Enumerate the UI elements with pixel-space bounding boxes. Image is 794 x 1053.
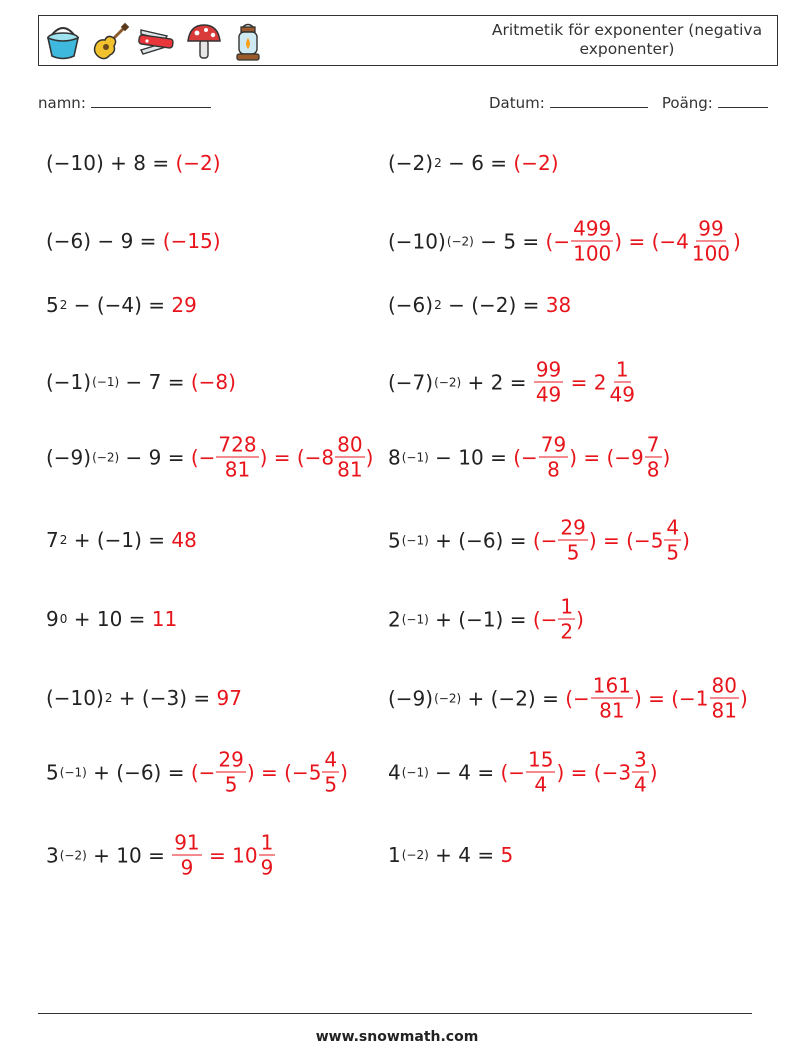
answer-text: ) = (−9 [569,445,644,469]
answer-text: ) [682,528,690,552]
answer-fraction [664,515,681,565]
name-field [38,94,211,112]
answer-text: (−15) [162,229,221,253]
problem-base: (−10) [46,151,104,175]
answer-text: ) [576,607,584,631]
answer-text: 48 [171,528,197,552]
answer-text: ) [365,445,374,469]
answer-text: ) = (−4 [614,229,689,253]
date-score-fields [489,94,768,112]
problem-base: 5 [46,760,59,784]
footer-divider [38,1013,752,1014]
date-line [550,95,648,108]
problem-answer [533,357,638,407]
fraction-denominator: 9 [180,855,194,880]
problem-operation: − 4 = [428,760,501,784]
answer-text: ) [649,760,658,784]
problem-exponent: (−2) [446,234,474,248]
answer-text: ) [739,686,748,710]
answer-text: ) = (−5 [246,760,322,784]
problem-exponent: (−1) [401,765,429,779]
footer-url: www.snowmath.com [315,1029,479,1045]
problem-operation: + (−2) = [461,686,566,710]
problem-item [46,607,177,631]
fraction-numerator: 1 [560,594,574,619]
bucket-icon [43,22,83,62]
problem-exponent: 2 [434,298,442,312]
lantern-icon [231,22,265,62]
problem-base: (−6) [388,293,434,317]
problem-answer [190,747,348,797]
answer-fraction [216,432,258,482]
problem-answer [546,293,571,317]
problem-base: (−6) [46,229,92,253]
problem-base: (−10) [46,686,104,710]
answer-text: 38 [545,293,572,317]
answer-fraction [710,673,739,723]
fraction-numerator: 29 [218,747,244,772]
problem-exponent: (−2) [434,691,462,705]
problem-base: 5 [46,293,59,317]
answer-fraction [571,216,613,266]
answer-fraction [539,432,568,482]
pocket-knife-icon [137,22,177,62]
fraction-numerator: 80 [337,432,363,457]
answer-fraction [690,216,732,266]
answer-fraction [558,515,587,565]
answer-fraction [259,830,276,880]
problem-answer [513,432,671,482]
problem-operation: + (−3) = [112,686,217,710]
problem-operation: − 9 = [119,445,191,469]
problem-base: 1 [388,843,401,867]
problem-item [388,747,658,797]
answer-text: (− [500,760,526,784]
date-label: Datum: [489,94,545,112]
problem-operation: + (−1) = [428,607,533,631]
answer-text: 11 [151,607,178,631]
answer-text: ) [733,229,741,253]
fraction-numerator: 4 [666,515,680,540]
answer-fraction [172,830,201,880]
problem-item [46,528,197,552]
problem-item [388,151,559,175]
problem-operation: − (−4) = [67,293,172,317]
answer-text: = 10 [202,843,258,867]
problem-operation: + 4 = [428,843,501,867]
problem-answer [217,686,242,710]
problem-item [388,432,671,482]
answer-text: 97 [216,686,242,710]
problem-answer [565,673,748,723]
fraction-numerator: 161 [592,673,631,698]
answer-text: ) [340,760,348,784]
answer-fraction [216,747,245,797]
problem-answer [175,151,220,175]
answer-fraction [607,357,636,407]
problem-exponent: 0 [59,612,68,626]
fraction-denominator: 81 [711,698,737,723]
problem-item [46,370,236,394]
fraction-denominator: 100 [691,241,731,266]
fraction-denominator: 81 [337,457,363,482]
answer-fraction [558,594,575,644]
answer-text: (− [190,760,216,784]
fraction-denominator: 5 [324,772,338,797]
problem-item [46,151,221,175]
problem-item [388,357,638,407]
fraction-numerator: 79 [540,432,567,457]
answer-text: 29 [171,293,197,317]
fraction-denominator: 49 [535,382,562,407]
mushroom-icon [184,22,224,62]
problem-base: 2 [388,607,401,631]
problem-item [388,216,741,266]
problem-answer [191,370,236,394]
fraction-denominator: 49 [609,382,635,407]
fraction-denominator: 4 [534,772,548,797]
problem-operation: + 10 = [86,843,172,867]
problem-exponent: (−1) [401,533,429,547]
problem-operation: + 8 = [103,151,176,175]
problem-exponent: (−2) [434,375,462,389]
problem-item [46,293,197,317]
problem-base: 8 [388,445,401,469]
problem-exponent: (−2) [92,450,120,464]
fraction-numerator: 7 [646,432,660,457]
fraction-numerator: 3 [634,747,647,772]
problem-operation: − (−2) = [441,293,546,317]
fraction-denominator: 5 [566,540,580,565]
problem-answer [532,594,584,644]
problem-answer [171,293,196,317]
problem-exponent: 2 [59,533,68,547]
answer-fraction [645,432,662,482]
name-label: namn: [38,94,86,112]
answer-text: ) [662,445,671,469]
answer-fraction [591,673,633,723]
fraction-denominator: 8 [646,457,660,482]
problem-base: 4 [388,760,401,784]
guitar-icon [90,22,130,62]
fraction-numerator: 29 [560,515,586,540]
header-box [38,15,778,66]
problem-operation: + 10 = [67,607,152,631]
fraction-denominator: 5 [666,540,680,565]
fraction-numerator: 99 [698,216,724,241]
problem-operation: − 6 = [441,151,514,175]
problem-exponent: (−1) [92,375,120,389]
fraction-numerator: 499 [573,216,612,241]
problem-base: 7 [46,528,59,552]
problem-item [46,830,276,880]
answer-text: ) = (−1 [633,686,709,710]
problem-item [388,843,513,867]
answer-text: (− [565,686,590,710]
fraction-numerator: 99 [535,357,562,382]
problem-answer [500,747,658,797]
answer-text: = 2 [564,370,607,394]
fraction-denominator: 81 [224,457,251,482]
problem-item [46,686,242,710]
problem-exponent: (−1) [401,450,429,464]
answer-text: (− [532,528,558,552]
fraction-denominator: 5 [224,772,238,797]
problem-answer [171,528,196,552]
problem-base: (−1) [46,370,92,394]
score-line [718,95,768,108]
answer-text: ) = (−3 [556,760,632,784]
problem-base: (−9) [46,445,92,469]
problem-base: 5 [388,528,401,552]
fraction-numerator: 15 [528,747,554,772]
answer-fraction [534,357,563,407]
answer-text: (− [532,607,558,631]
problem-base: (−2) [388,151,434,175]
fraction-numerator: 728 [218,432,257,457]
problem-exponent: 2 [434,156,442,170]
problem-answer [190,432,374,482]
problem-exponent: (−2) [59,848,87,862]
answer-text: (− [545,229,571,253]
fraction-denominator: 8 [547,457,560,482]
problem-operation: + (−6) = [86,760,191,784]
icon-strip [43,19,265,65]
answer-fraction [632,747,649,797]
problem-exponent: (−1) [59,765,87,779]
problem-operation: + 2 = [461,370,533,394]
answer-text: (−8) [190,370,236,394]
problem-item [46,432,374,482]
fraction-numerator: 80 [711,673,737,698]
problem-base: 3 [46,843,59,867]
problem-answer [163,229,221,253]
problem-exponent: (−1) [401,612,429,626]
answer-fraction [322,747,339,797]
problem-answer [513,151,558,175]
problem-operation: − 5 = [473,229,546,253]
problem-base: (−7) [388,370,434,394]
problem-answer [532,515,690,565]
problem-operation: − 10 = [428,445,514,469]
worksheet-title: Aritmetik för exponenter (negativa exponenter) [491,21,763,58]
problem-base: (−9) [388,686,434,710]
fraction-denominator: 4 [634,772,647,797]
fraction-denominator: 9 [260,855,274,880]
problem-answer [152,607,177,631]
problem-operation: − 7 = [119,370,191,394]
problem-answer [171,830,276,880]
problem-item [388,515,690,565]
answer-text: 5 [500,843,514,867]
answer-text: (− [513,445,538,469]
problem-exponent: (−2) [401,848,429,862]
problem-operation: + (−6) = [428,528,533,552]
problem-item [46,229,221,253]
problem-answer [500,843,513,867]
fraction-numerator: 91 [174,830,200,855]
answer-fraction [335,432,364,482]
problem-item [388,293,571,317]
name-line [91,95,211,108]
problem-item [388,594,584,644]
answer-text: ) = (−8 [259,445,335,469]
problem-exponent: 2 [104,691,113,705]
answer-text: (−2) [513,151,559,175]
answer-text: (− [190,445,216,469]
problem-operation: − 9 = [91,229,163,253]
answer-text: (−2) [175,151,221,175]
answer-fraction [526,747,555,797]
fraction-numerator: 1 [615,357,629,382]
fraction-denominator: 2 [560,619,574,644]
problem-item [46,747,348,797]
problem-operation: + (−1) = [67,528,172,552]
problem-exponent: 2 [59,298,68,312]
problem-answer [545,216,741,266]
fraction-denominator: 81 [599,698,625,723]
answer-text: ) = (−5 [588,528,664,552]
problem-base: 9 [46,607,59,631]
fraction-denominator: 100 [573,241,612,266]
score-label: Poäng: [661,94,713,112]
problem-item [388,673,748,723]
fraction-numerator: 1 [260,830,274,855]
problem-base: (−10) [388,229,446,253]
fraction-numerator: 4 [324,747,338,772]
